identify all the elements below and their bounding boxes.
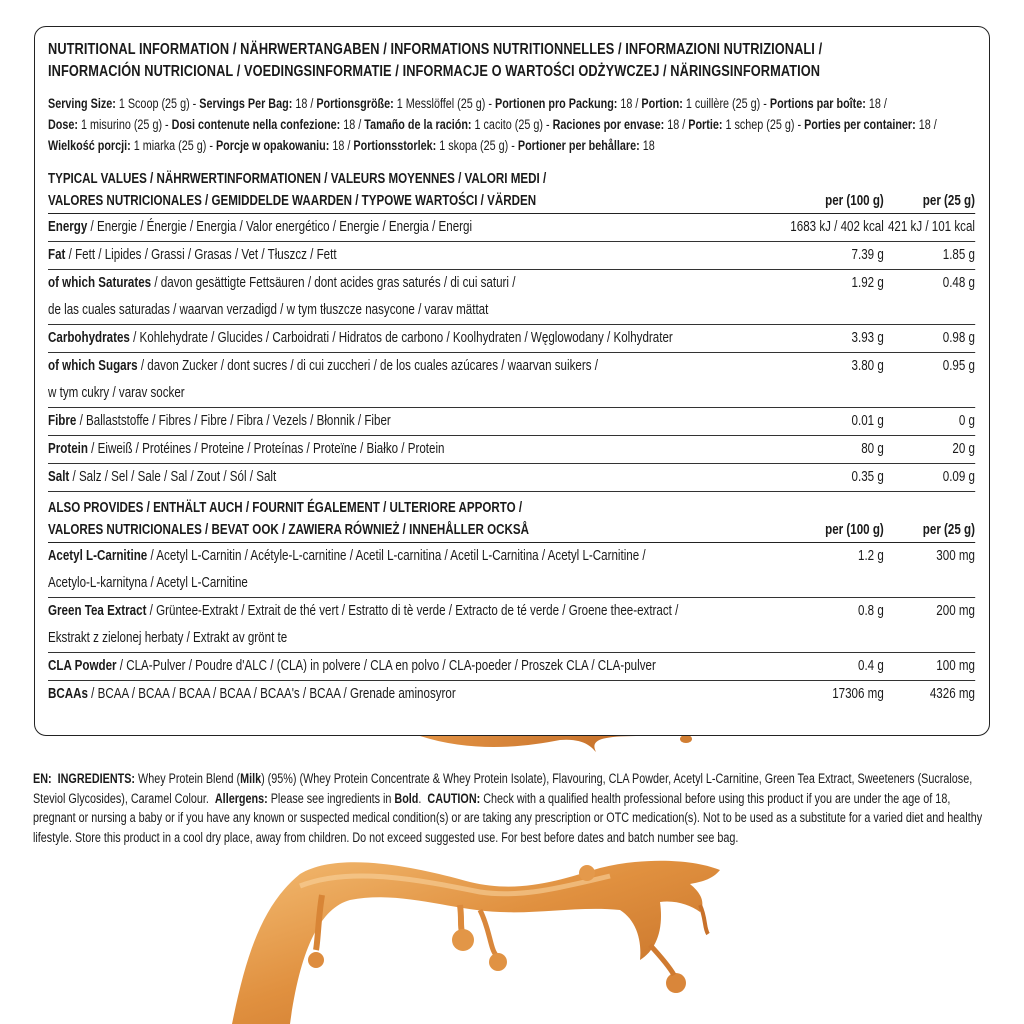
nutrient-name: Protein — [48, 441, 88, 457]
caution-label: CAUTION: — [427, 790, 481, 806]
table-row — [48, 214, 975, 242]
nutrient-name: Carbohydrates — [48, 330, 130, 346]
caution-text: Check with a qualified health professional before using this product if you are under the age of 18, pregnant or nursing a baby or if you have any known or suspected medical condition(s) or are taking any prescription or OTC medication(s). Not to be used as a substitute for a varied diet and healthy lifestyle. Store this product in a cool dry place, away from children. Do not exceed suggested use. For best before dates and batch number see bag. — [33, 790, 983, 845]
value-per-25g: 0.48 g — [942, 275, 975, 291]
value-per-100g: 1.2 g — [858, 548, 884, 564]
section-heading-line: TYPICAL VALUES / NÄHRWERTINFORMATIONEN / VALEURS MOYENNES / VALORI MEDI / — [48, 171, 547, 187]
serving-line: Wielkość porcji: 1 miarka (25 g) - Porcje w opakowaniu: 18 / Portionsstorlek: 1 skopa (25 g) - Portioner per behållare: 18 — [48, 138, 655, 153]
nutrient-name: Fibre — [48, 413, 77, 429]
typical-values-table — [48, 214, 975, 492]
nutrient-name: Green Tea Extract — [48, 603, 147, 619]
panel-title-line: INFORMACIÓN NUTRICIONAL / VOEDINGSINFORMATIE / INFORMACJE O WARTOŚCI ODŻYWCZEJ / NÄRINGSINFORMATION — [48, 63, 821, 80]
panel-title-line: NUTRITIONAL INFORMATION / NÄHRWERTANGABEN / INFORMATIONS NUTRITIONNELLES / INFORMAZIONI NUTRIZIONALI / — [48, 41, 823, 58]
table-row — [48, 681, 975, 708]
allergens-label: Allergens: — [214, 790, 268, 806]
value-per-100g: 3.80 g — [851, 358, 884, 374]
value-per-100g: 0.01 g — [851, 413, 884, 429]
nutrient-translations: / Grüntee-Extrakt / Extrait de thé vert / Estratto di tè verde / Extracto de té verde / Groene thee-extract / — [146, 603, 679, 619]
value-per-100g: 7.39 g — [851, 247, 884, 263]
nutrient-name: CLA Powder — [48, 658, 117, 674]
nutrient-name: BCAAs — [48, 686, 88, 702]
table-row — [48, 598, 975, 653]
nutrient-name: Energy — [48, 219, 88, 235]
value-per-100g: 3.93 g — [851, 330, 884, 346]
nutrition-panel — [34, 26, 990, 736]
nutrient-translations: / CLA-Pulver / Poudre d'ALC / (CLA) in polvere / CLA en polvo / CLA-poeder / Proszek CLA / CLA-pulver — [116, 658, 656, 674]
also-provides-table — [48, 543, 975, 708]
table-row — [48, 436, 975, 464]
nutrient-translations: / Ballaststoffe / Fibres / Fibre / Fibra / Vezels / Błonnik / Fiber — [76, 413, 391, 429]
table-row — [48, 464, 975, 492]
section-heading-line: VALORES NUTRICIONALES / BEVAT OOK / ZAWIERA RÓWNIEŻ / INNEHÅLLER OCKSÅ — [48, 522, 529, 538]
value-per-100g: 80 g — [861, 441, 884, 457]
nutrient-translations: / davon gesättigte Fettsäuren / dont acides gras saturés / di cui saturi / — [151, 275, 516, 291]
nutrient-translations: / BCAA / BCAA / BCAA / BCAA / BCAA's / BCAA / Grenade aminosyror — [87, 686, 456, 702]
column-header-per-100g: per (100 g) — [825, 193, 884, 209]
section-heading-line: VALORES NUTRICIONALES / GEMIDDELDE WAARDEN / TYPOWE WARTOŚCI / VÄRDEN — [48, 193, 537, 209]
value-per-25g: 0.98 g — [942, 330, 975, 346]
column-header-per-25g: per (25 g) — [922, 522, 975, 538]
nutrient-translations: de las cuales saturadas / waarvan verzadigd / w tym tłuszcze nasycone / varav mättat — [48, 302, 489, 318]
typical-values-header — [48, 168, 975, 214]
ingredients-block — [33, 769, 993, 847]
section-heading-line: ALSO PROVIDES / ENTHÄLT AUCH / FOURNIT ÉGALEMENT / ULTERIORE APPORTO / — [48, 500, 523, 516]
value-per-100g: 0.35 g — [851, 469, 884, 485]
allergen-milk: Milk — [240, 771, 262, 786]
nutrient-name: of which Sugars — [48, 358, 138, 374]
column-header-per-25g: per (25 g) — [922, 193, 975, 209]
nutrient-translations: / Salz / Sel / Sale / Sal / Zout / Sól / Salt — [69, 469, 277, 485]
value-per-25g: 1.85 g — [942, 247, 975, 263]
ingredients-label: INGREDIENTS: — [57, 771, 136, 786]
column-header-per-100g: per (100 g) — [825, 522, 884, 538]
nutrient-translations: w tym cukry / varav socker — [48, 385, 185, 401]
table-row — [48, 408, 975, 436]
value-per-100g: 17306 mg — [832, 686, 884, 702]
value-per-25g: 20 g — [952, 441, 975, 457]
value-per-25g: 0 g — [958, 413, 975, 429]
value-per-25g: 421 kJ / 101 kcal — [887, 219, 975, 235]
serving-line: Dose: 1 misurino (25 g) - Dosi contenute nella confezione: 18 / Tamaño de la ración: 1 cacito (25 g) - Raciones por envase: 18 / Portie: 1 schep (25 g) - Porties per container: 18 / — [48, 117, 937, 132]
nutrient-name: Acetyl L-Carnitine — [48, 548, 148, 564]
language-code: EN: — [33, 771, 52, 786]
nutrient-translations: Ekstrakt z zielonej herbaty / Extrakt av grönt te — [48, 630, 288, 646]
table-row — [48, 543, 975, 598]
nutrition-panel-content — [48, 39, 975, 708]
value-per-25g: 300 mg — [936, 548, 975, 564]
table-row — [48, 242, 975, 270]
nutrient-translations: Acetylo-L-karnityna / Acetyl L-Carnitine — [48, 575, 248, 591]
nutrient-name: Salt — [48, 469, 70, 485]
also-provides-header — [48, 497, 975, 543]
value-per-25g: 4326 mg — [929, 686, 975, 702]
value-per-25g: 100 mg — [936, 658, 975, 674]
table-row — [48, 325, 975, 353]
nutrient-translations: / Acetyl L-Carnitin / Acétyle-L-carnitine / Acetil L-carnitina / Acetil L-Carnitina / Acetyl L-Carnitine / — [147, 548, 646, 564]
table-row — [48, 270, 975, 325]
nutrient-translations: / Kohlehydrate / Glucides / Carboidrati / Hidratos de carbono / Koolhydraten / Węglowodany / Kolhydrater — [129, 330, 673, 346]
value-per-100g: 0.4 g — [858, 658, 884, 674]
nutrient-translations: / davon Zucker / dont sucres / di cui zuccheri / de los cuales azúcares / waarvan suikers / — [137, 358, 598, 374]
value-per-100g: 0.8 g — [858, 603, 884, 619]
nutrient-translations: / Energie / Énergie / Energia / Valor energético / Energie / Energia / Energi — [87, 219, 473, 235]
serving-info — [48, 93, 975, 156]
table-row — [48, 353, 975, 408]
value-per-25g: 0.95 g — [942, 358, 975, 374]
nutrient-name: of which Saturates — [48, 275, 152, 291]
nutrient-translations: / Eiweiß / Protéines / Proteine / Proteínas / Proteïne / Białko / Protein — [87, 441, 445, 457]
value-per-100g: 1683 kJ / 402 kcal — [790, 219, 884, 235]
value-per-25g: 0.09 g — [942, 469, 975, 485]
ingredients-text: EN: INGREDIENTS: Whey Protein Blend (Milk) (95%) (Whey Protein Concentrate & Whey Protein Isolate), Flavouring, CLA Powder, Acetyl L-Carnitine, Green Tea Extract, Sweeteners (Sucralose, Steviol Glycosides), Caramel Colour. Allergens: Please see ingredients in Bold. CAUTION: Check with a qualified health professional before using this product if you are under the age of 18, pregnant or nursing a baby or if you have any known or suspected medical condition(s) or are taking any prescription or OTC medication(s). Not to be used as a substitute for a varied diet and healthy lifestyle. Store this product in a cool dry place, away from children. Do not exceed suggested use. For best before dates and batch number see bag. — [33, 771, 983, 845]
table-row — [48, 653, 975, 681]
nutrient-translations: / Fett / Lipides / Grassi / Grasas / Vet / Tłuszcz / Fett — [65, 247, 337, 263]
nutrient-name: Fat — [48, 247, 66, 263]
value-per-100g: 1.92 g — [851, 275, 884, 291]
serving-line: Serving Size: 1 Scoop (25 g) - Servings Per Bag: 18 / Portionsgröße: 1 Messlöffel (25 g) - Portionen pro Packung: 18 / Portion: 1 cuillère (25 g) - Portions par boîte: 18 / — [48, 96, 887, 111]
panel-title — [48, 39, 975, 83]
value-per-25g: 200 mg — [936, 603, 975, 619]
